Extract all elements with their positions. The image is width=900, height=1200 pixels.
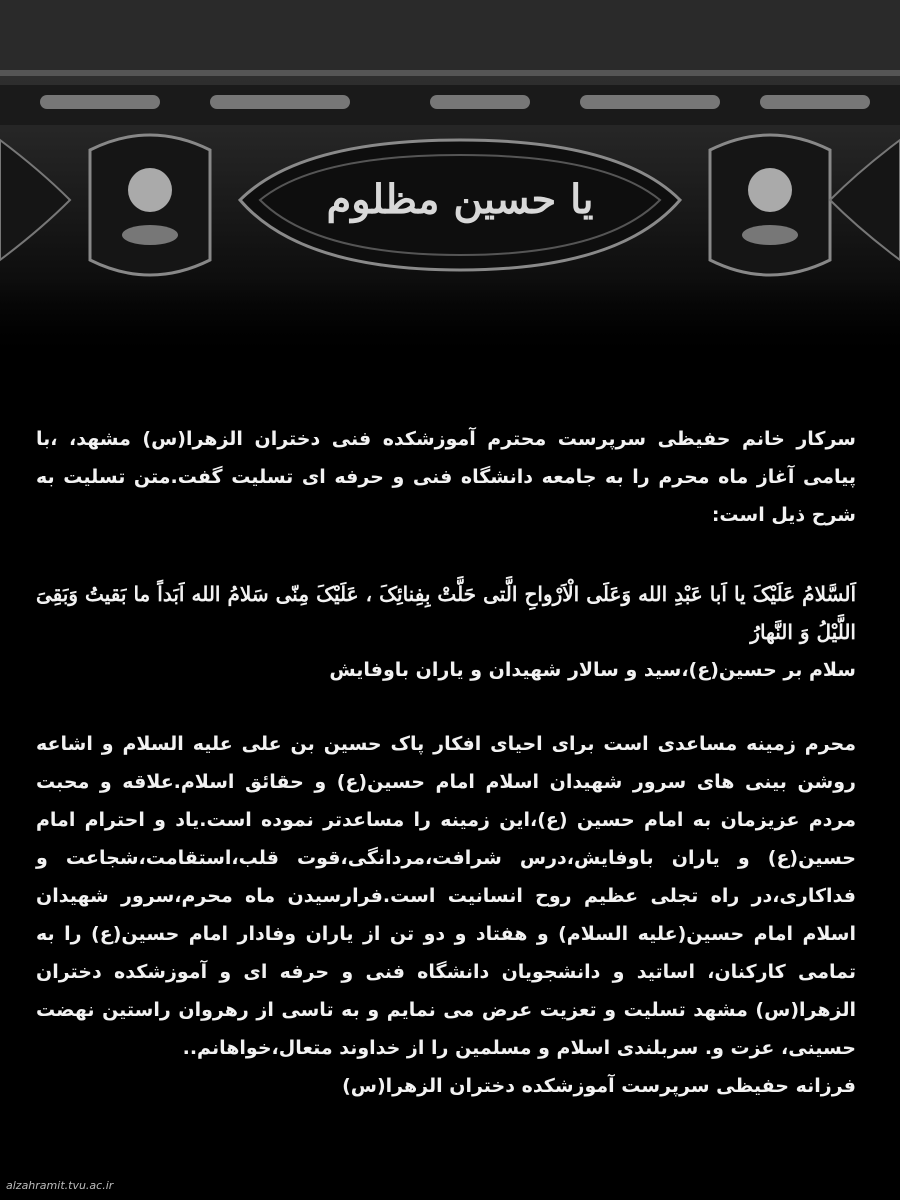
signature-line: فرزانه حفیظی سرپرست آموزشکده دختران الزهرا(س)	[342, 1075, 856, 1097]
website-watermark: alzahramit.tvu.ac.ir	[6, 1179, 114, 1192]
body-paragraph: محرم زمینه مساعدی است برای احیای افکار پاک حسین بن علی علیه السلام و اشاعه روشن بینی های سرور شهیدان اسلام امام حسین(ع) و حقائق اسلام.علاقه و محبت مردم عزیزمان به امام حسین (ع)،این زمینه را مساعدتر نموده است.یاد و احترام امام حسین(ع) و یاران باوفایش،درس شرافت،مردانگی،قوت قلب،استقامت،شجاعت و فداکاری،در راه تجلی عظیم روح انسانیت است.فرارسیدن ماه محرم،سرور شهیدان اسلام امام حسین(علیه السلام) و هفتاد و دو تن از یاران وفادار امام حسین(ع) را به تمامی کارکنان، اساتید و دانشجویان دانشگاه فنی و حرفه ای و آموزشکده دختران الزهرا(س) مشهد تسلیت و تعزیت عرض می نمایم و به تاسی از رهروان راستین نهضت حسینی، عزت و. سربلندی اسلام و مسلمین را از خداوند متعال،خواهانم..	[36, 733, 856, 1059]
arabic-salutation: اَلسَّلامُ عَلَیْکَ یا اَبا عَبْدِ الله وَعَلَی الْاَرْواحِ الَّتی حَلَّتْ بِفِنائِکَ ، عَلَیْکَ مِنّی سَلامُ الله اَبَداً ما بَقیتُ وَبَقِیَ اللَّیْلُ وَ النَّهارُ	[36, 582, 856, 644]
intro-paragraph: سرکار خانم حفیظی سرپرست محترم آموزشکده فنی دختران الزهرا(س) مشهد، ،با پیامی آغاز ماه محرم را به جامعه دانشگاه فنی و حرفه ای تسلیت گفت.متن تسلیت به شرح ذیل است:	[36, 428, 856, 526]
banner-calligraphy: یا حسین مظلوم	[326, 176, 594, 223]
hand-emblem-icon	[710, 135, 830, 275]
condolence-body	[36, 725, 856, 1105]
message-content	[0, 365, 900, 1185]
salutation-block	[36, 575, 856, 689]
hand-emblem-icon	[90, 135, 210, 275]
mourning-banner-image	[0, 0, 900, 360]
persian-salutation: سلام بر حسین(ع)،سید و سالار شهیدان و یاران باوفایش	[329, 659, 856, 681]
